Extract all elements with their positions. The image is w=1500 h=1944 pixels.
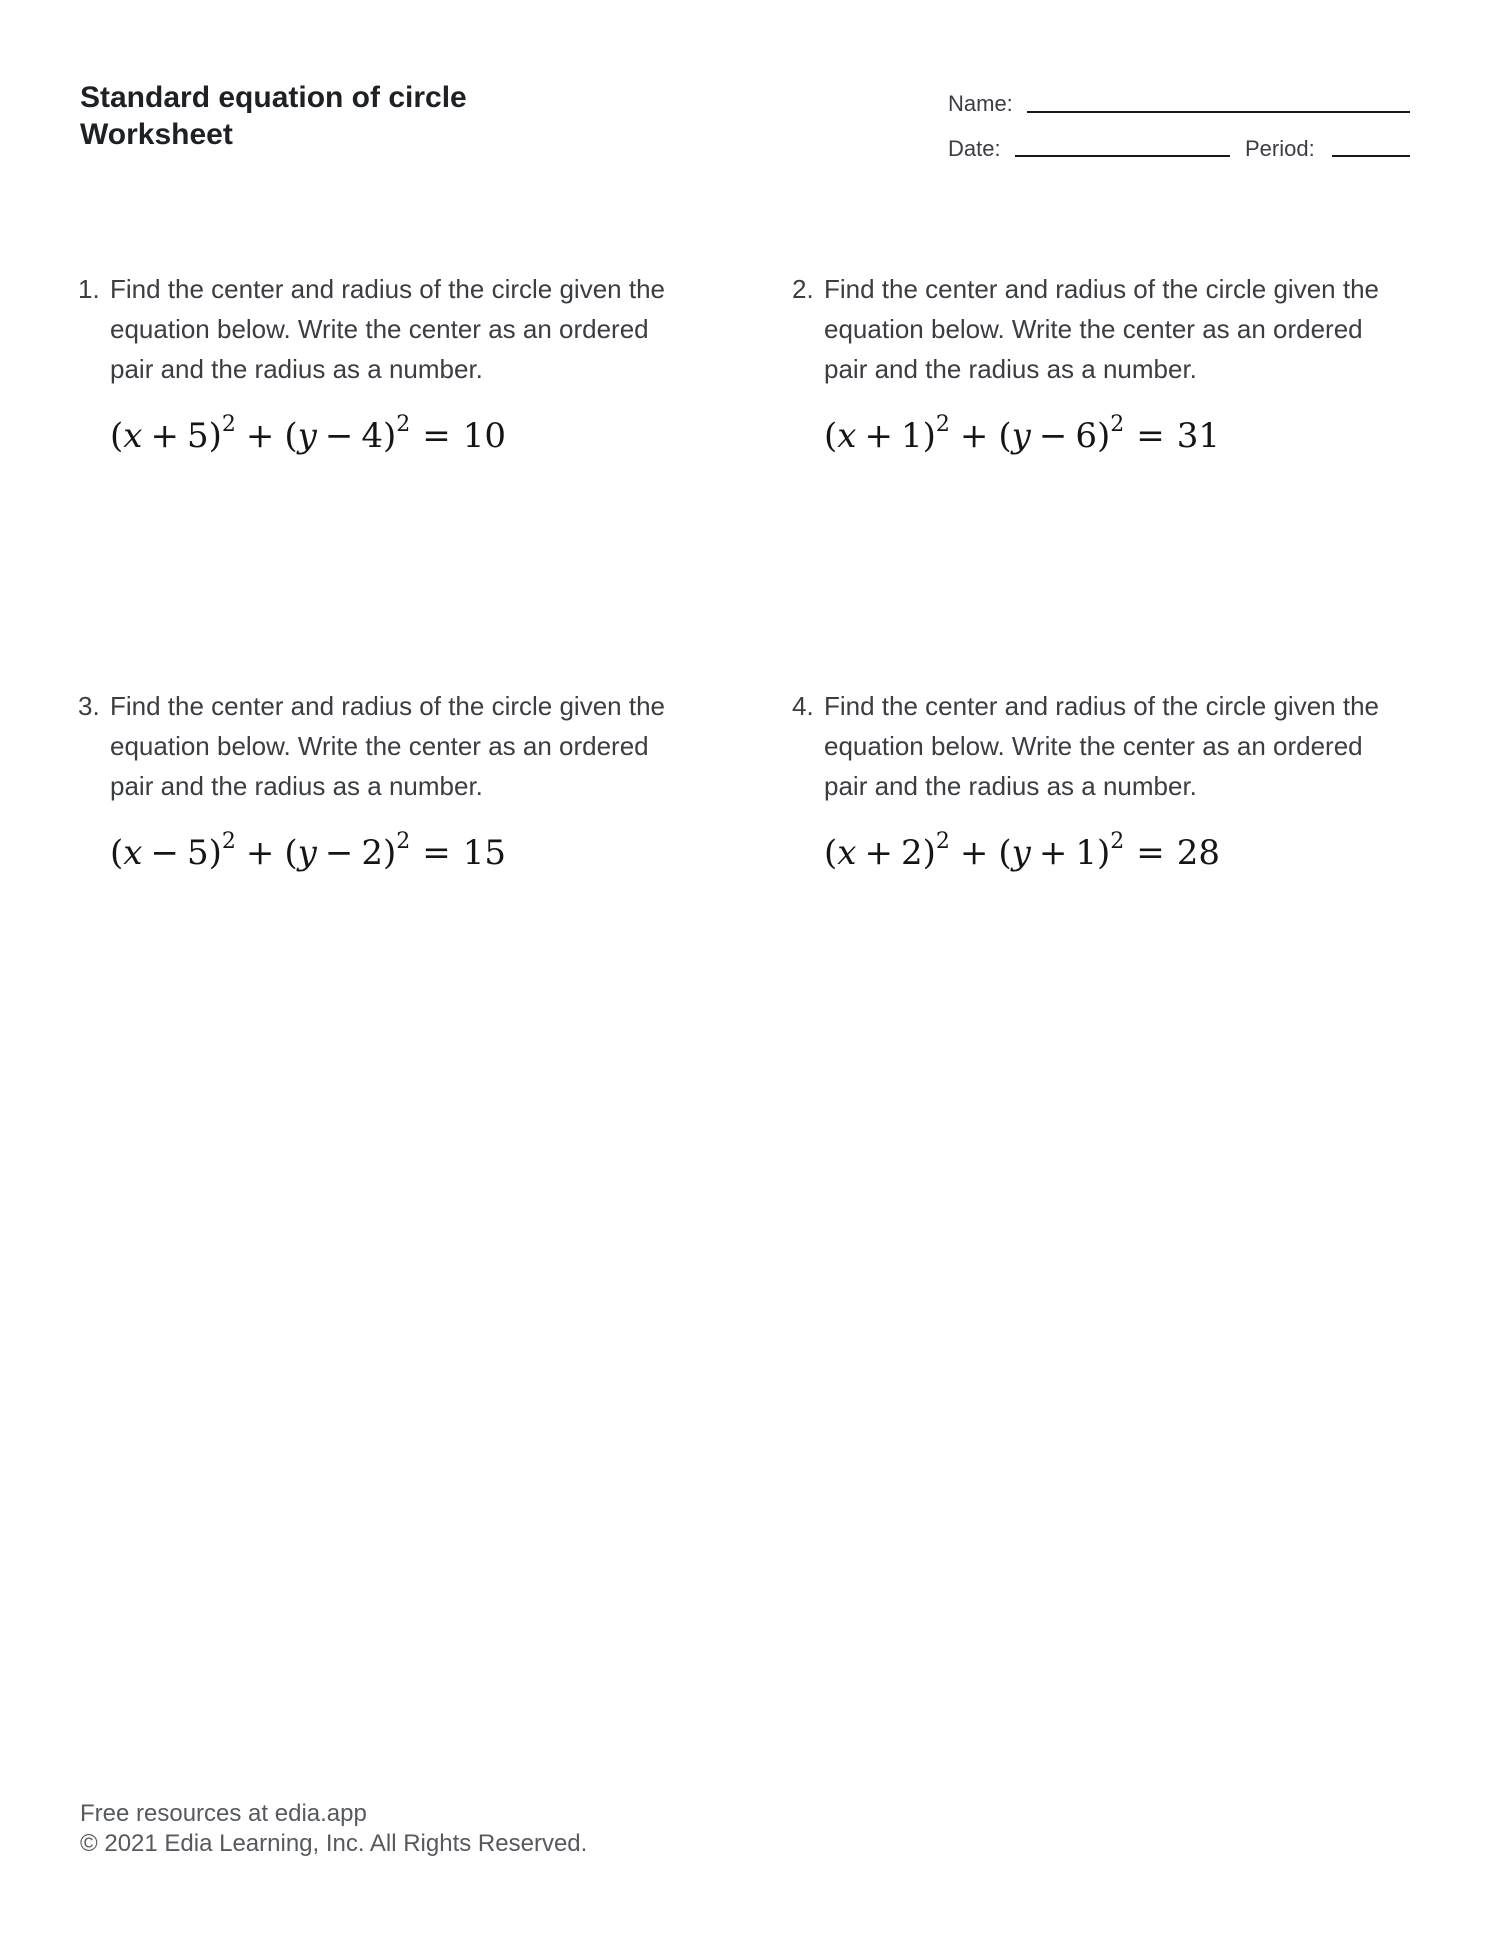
equals-sign: = bbox=[1136, 416, 1165, 456]
prompt-line: equation below. Write the center as an ordered bbox=[824, 314, 1363, 344]
close-paren: ) bbox=[208, 416, 222, 456]
prompt-line: equation below. Write the center as an ordered bbox=[824, 731, 1363, 761]
problem-2-prompt bbox=[792, 269, 1452, 389]
problem-1-prompt bbox=[78, 269, 738, 389]
variable-y: y bbox=[297, 833, 317, 873]
problem-3 bbox=[78, 686, 738, 877]
name-label: Name: bbox=[948, 91, 1013, 116]
exponent: 2 bbox=[221, 412, 236, 437]
open-paren: ( bbox=[284, 416, 298, 456]
variable-y: y bbox=[1011, 833, 1031, 873]
prompt-line: Find the center and radius of the circle given the bbox=[110, 691, 665, 721]
exponent: 2 bbox=[221, 829, 236, 854]
operator: − bbox=[324, 833, 354, 873]
plus-sign: + bbox=[245, 416, 275, 456]
constant: 4 bbox=[361, 416, 383, 456]
right-hand-side: 31 bbox=[1176, 416, 1221, 456]
open-paren: ( bbox=[110, 833, 124, 873]
problem-number: 3. bbox=[78, 691, 100, 721]
close-paren: ) bbox=[922, 416, 936, 456]
plus-sign: + bbox=[959, 416, 989, 456]
title-line-2: Worksheet bbox=[80, 118, 233, 151]
prompt-line: Find the center and radius of the circle given the bbox=[824, 274, 1379, 304]
operator: + bbox=[1038, 833, 1068, 873]
variable-x: x bbox=[123, 416, 143, 456]
prompt-text bbox=[824, 269, 1379, 389]
operator: + bbox=[864, 833, 893, 873]
prompt-line: Find the center and radius of the circle given the bbox=[824, 691, 1379, 721]
exponent: 2 bbox=[935, 829, 950, 854]
exponent: 2 bbox=[396, 829, 411, 854]
prompt-line: pair and the radius as a number. bbox=[824, 771, 1197, 801]
constant: 2 bbox=[361, 833, 383, 873]
constant: 1 bbox=[1075, 833, 1097, 873]
open-paren: ( bbox=[284, 833, 298, 873]
date-label: Date: bbox=[948, 136, 1001, 161]
title-line-1: Standard equation of circle bbox=[80, 81, 467, 114]
problem-2 bbox=[792, 269, 1452, 460]
right-hand-side: 28 bbox=[1176, 833, 1221, 873]
footer-resources-text: Free resources at edia.app bbox=[80, 1800, 367, 1827]
equation bbox=[792, 401, 1452, 460]
prompt-text bbox=[110, 269, 665, 389]
operator: + bbox=[864, 416, 893, 456]
problem-3-prompt bbox=[78, 686, 738, 806]
date-write-line bbox=[1015, 155, 1230, 157]
equals-sign: = bbox=[1136, 833, 1165, 873]
page-title bbox=[80, 79, 467, 153]
constant: 1 bbox=[900, 416, 923, 456]
close-paren: ) bbox=[1096, 416, 1111, 456]
operator: − bbox=[1038, 416, 1068, 456]
prompt-text bbox=[824, 686, 1379, 806]
page-footer bbox=[80, 1799, 587, 1859]
exponent: 2 bbox=[935, 412, 950, 437]
equals-sign: = bbox=[422, 833, 451, 873]
operator: − bbox=[150, 833, 179, 873]
close-paren: ) bbox=[922, 833, 936, 873]
open-paren: ( bbox=[824, 833, 838, 873]
prompt-line: pair and the radius as a number. bbox=[110, 354, 483, 384]
exponent: 2 bbox=[1110, 412, 1125, 437]
constant: 5 bbox=[186, 833, 209, 873]
close-paren: ) bbox=[382, 416, 397, 456]
variable-x: x bbox=[123, 833, 143, 873]
plus-sign: + bbox=[245, 833, 275, 873]
equation bbox=[792, 818, 1452, 877]
prompt-text bbox=[110, 686, 665, 806]
variable-x: x bbox=[837, 833, 857, 873]
constant: 5 bbox=[186, 416, 209, 456]
problem-number: 2. bbox=[792, 274, 814, 304]
footer-copyright-text: © 2021 Edia Learning, Inc. All Rights Reserved. bbox=[80, 1830, 588, 1857]
prompt-line: pair and the radius as a number. bbox=[824, 354, 1197, 384]
problem-number: 1. bbox=[78, 274, 100, 304]
name-write-line bbox=[1027, 111, 1410, 113]
constant: 6 bbox=[1075, 416, 1097, 456]
variable-y: y bbox=[1011, 416, 1031, 456]
problem-1 bbox=[78, 269, 738, 460]
operator: − bbox=[324, 416, 354, 456]
prompt-line: equation below. Write the center as an ordered bbox=[110, 314, 649, 344]
right-hand-side: 15 bbox=[462, 833, 507, 873]
period-label: Period: bbox=[1245, 136, 1315, 161]
exponent: 2 bbox=[396, 412, 411, 437]
close-paren: ) bbox=[382, 833, 397, 873]
problem-4-prompt bbox=[792, 686, 1452, 806]
prompt-line: pair and the radius as a number. bbox=[110, 771, 483, 801]
problem-4 bbox=[792, 686, 1452, 877]
close-paren: ) bbox=[1096, 833, 1111, 873]
exponent: 2 bbox=[1110, 829, 1125, 854]
equation bbox=[78, 401, 738, 460]
open-paren: ( bbox=[824, 416, 838, 456]
right-hand-side: 10 bbox=[462, 416, 507, 456]
open-paren: ( bbox=[110, 416, 124, 456]
problem-number: 4. bbox=[792, 691, 814, 721]
open-paren: ( bbox=[998, 833, 1012, 873]
plus-sign: + bbox=[959, 833, 989, 873]
period-write-line bbox=[1332, 155, 1410, 157]
variable-y: y bbox=[297, 416, 317, 456]
open-paren: ( bbox=[998, 416, 1012, 456]
constant: 2 bbox=[900, 833, 923, 873]
equals-sign: = bbox=[422, 416, 451, 456]
prompt-line: Find the center and radius of the circle given the bbox=[110, 274, 665, 304]
equation bbox=[78, 818, 738, 877]
close-paren: ) bbox=[208, 833, 222, 873]
prompt-line: equation below. Write the center as an ordered bbox=[110, 731, 649, 761]
operator: + bbox=[150, 416, 179, 456]
variable-x: x bbox=[837, 416, 857, 456]
